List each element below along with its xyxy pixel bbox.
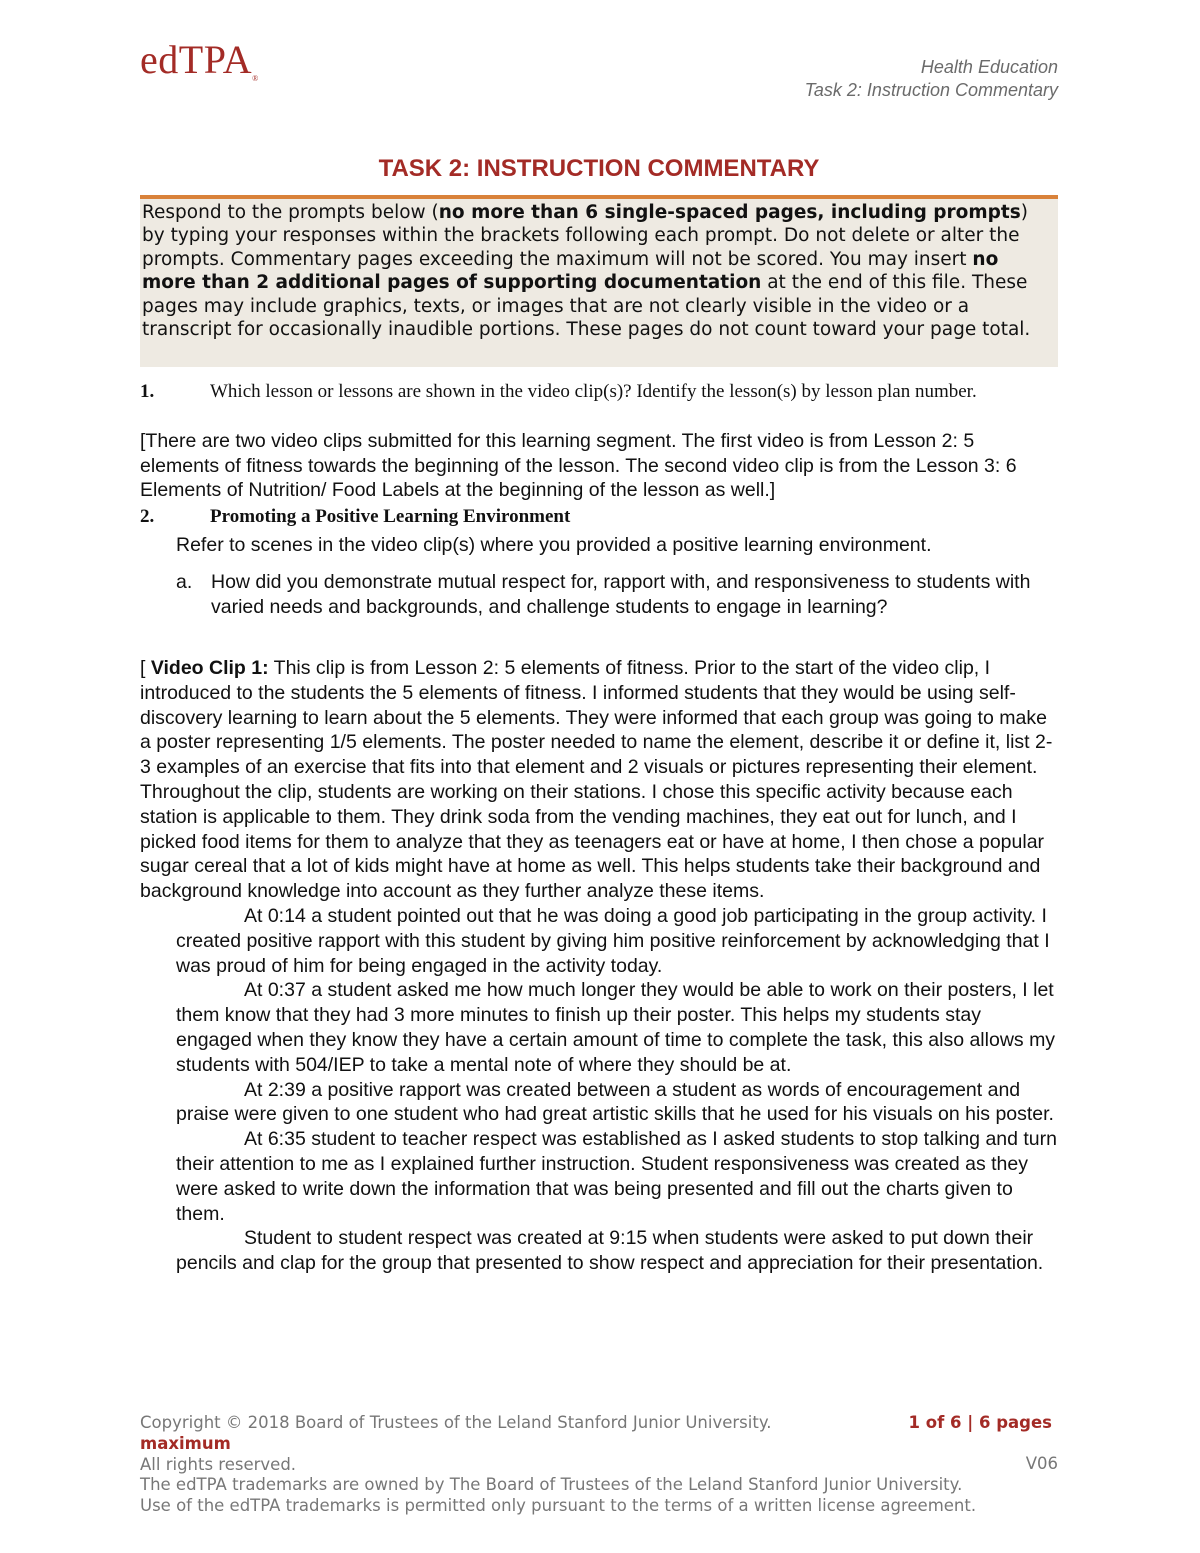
footer-copyright: Copyright © 2018 Board of Trustees of the Leland Stanford Junior University. (140, 1413, 772, 1432)
prompt-1-text: Which lesson or lessons are shown in the video clip(s)? Identify the lesson(s) by lesson plan number. (210, 381, 977, 402)
prompt-2-intro: Refer to scenes in the video clip(s) where you provided a positive learning environment. (176, 534, 932, 556)
edtpa-logo (140, 36, 259, 83)
footer-page-maximum: maximum (140, 1433, 231, 1453)
task-label: Task 2: Instruction Commentary (804, 80, 1058, 100)
response-paragraph: At 6:35 student to teacher respect was established as I asked students to stop talking and turn their attention to me as I explained further instruction. Student responsiveness was created as they were asked to write down the information that was being presented and fill out the charts given to them. (176, 1128, 1057, 1225)
response-paragraph: At 0:37 a student asked me how much longer they would be able to work on their posters, I let them know that they had 3 more minutes to finish up their poster. This helps my students stay engaged when they know they have a certain amount of time to complete the task, this also allows my students with 504/IEP to take a mental note of where they should be at. (176, 979, 1056, 1076)
footer-trademark-1: The edTPA trademarks are owned by The Board of Trustees of the Leland Stanford Junior University. (140, 1475, 963, 1495)
instructions-text-2: ) by typing your responses within the brackets following each prompt. Do not delete or alter the prompts. Commentary pages exceeding the maximum will not be scored. You may insert (142, 202, 1028, 270)
page-header-info (805, 56, 1058, 102)
instructions-emphasis-1: no more than 6 single-spaced pages, including prompts (438, 202, 1021, 223)
prompt-2-number: 2. (140, 506, 155, 527)
footer-rights: All rights reserved. (140, 1454, 297, 1474)
instructions-text-3: at the end of this file. These pages may include graphics, texts, or images that are not clearly visible in the video or a transcript for occasionally inaudible portions. These pages do not count toward your page total. (142, 272, 1031, 341)
response-open-bracket: [ (140, 657, 151, 679)
instructions-box (140, 199, 1058, 367)
prompt-2a-text: How did you demonstrate mutual respect for, rapport with, and responsiveness to students with varied needs and backgrounds, and challenge students to engage in learning? (211, 571, 1031, 618)
subject-label: Health Education (920, 57, 1058, 77)
prompt-2 (140, 505, 1058, 529)
response-2a-text: This clip is from Lesson 2: 5 elements of fitness. Prior to the start of the video clip, I introduced to the students the 5 elements of fitness. I informed students that they would be using self-discovery learning to learn about the 5 elements. They were informed that each group was going to make a poster representing 1/5 elements. The poster needed to name the element, describe it or define it, list 2-3 examples of an exercise that fits into that element and 2 visuals or pictures representing their element. Throughout the clip, students are working on their stations. I chose this specific activity because each station is applicable to them. They drink soda from the vending machines, they eat out for lunch, and I picked food items for them to analyze that they as teenagers eat or have at home, I then chose a popular sugar cereal that a lot of kids might have at home as well. This helps students take their background and background knowledge into account as they further analyze these items. (140, 657, 1053, 903)
page-title: TASK 2: INSTRUCTION COMMENTARY (378, 155, 820, 182)
instructions-emphasis-2: no more than 2 additional pages of supporting documentation (142, 248, 999, 294)
prompt-2a-label: a. (176, 571, 193, 593)
response-paragraph: At 2:39 a positive rapport was created between a student as words of encouragement and praise were given to one student who had great artistic skills that he used for his visuals on his poster. (176, 1078, 1054, 1126)
footer-page-count: 1 of 6 | 6 pages (908, 1413, 1052, 1432)
response-2a (140, 656, 1058, 1276)
footer-trademark-2: Use of the edTPA trademarks is permitted only pursuant to the terms of a written license agreement. (140, 1496, 977, 1516)
page-footer (140, 1413, 1058, 1517)
logo-text: edTPA (140, 37, 253, 82)
video-clip-label: Video Clip 1: (150, 657, 269, 679)
response-paragraph: Student to student respect was created at 9:15 when students were asked to put down their pencils and clap for the group that presented to show respect and appreciation for their presentation. (176, 1227, 1044, 1275)
instructions-text-1: Respond to the prompts below ( (142, 202, 439, 223)
response-paragraph: At 0:14 a student pointed out that he was doing a good job participating in the group activity. I created positive rapport with this student by giving him positive reinforcement by acknowledging that I was proud of him for being engaged in the activity today. (176, 904, 1050, 977)
logo-trademark-mark: ® (252, 74, 259, 83)
prompt-2-heading: Promoting a Positive Learning Environment (210, 506, 571, 527)
footer-version: V06 (1025, 1454, 1058, 1473)
prompt-1 (140, 380, 1058, 404)
prompt-1-number: 1. (140, 381, 155, 402)
response-2a-main (140, 656, 1058, 904)
response-1: [There are two video clips submitted for this learning segment. The first video is from Lesson 2: 5 elements of fitness towards the beginning of the lesson. The second video clip is from the Lesson 3: 6 Elements of Nutrition/ Food Labels at the beginning of the lesson as well.] (140, 430, 1017, 502)
